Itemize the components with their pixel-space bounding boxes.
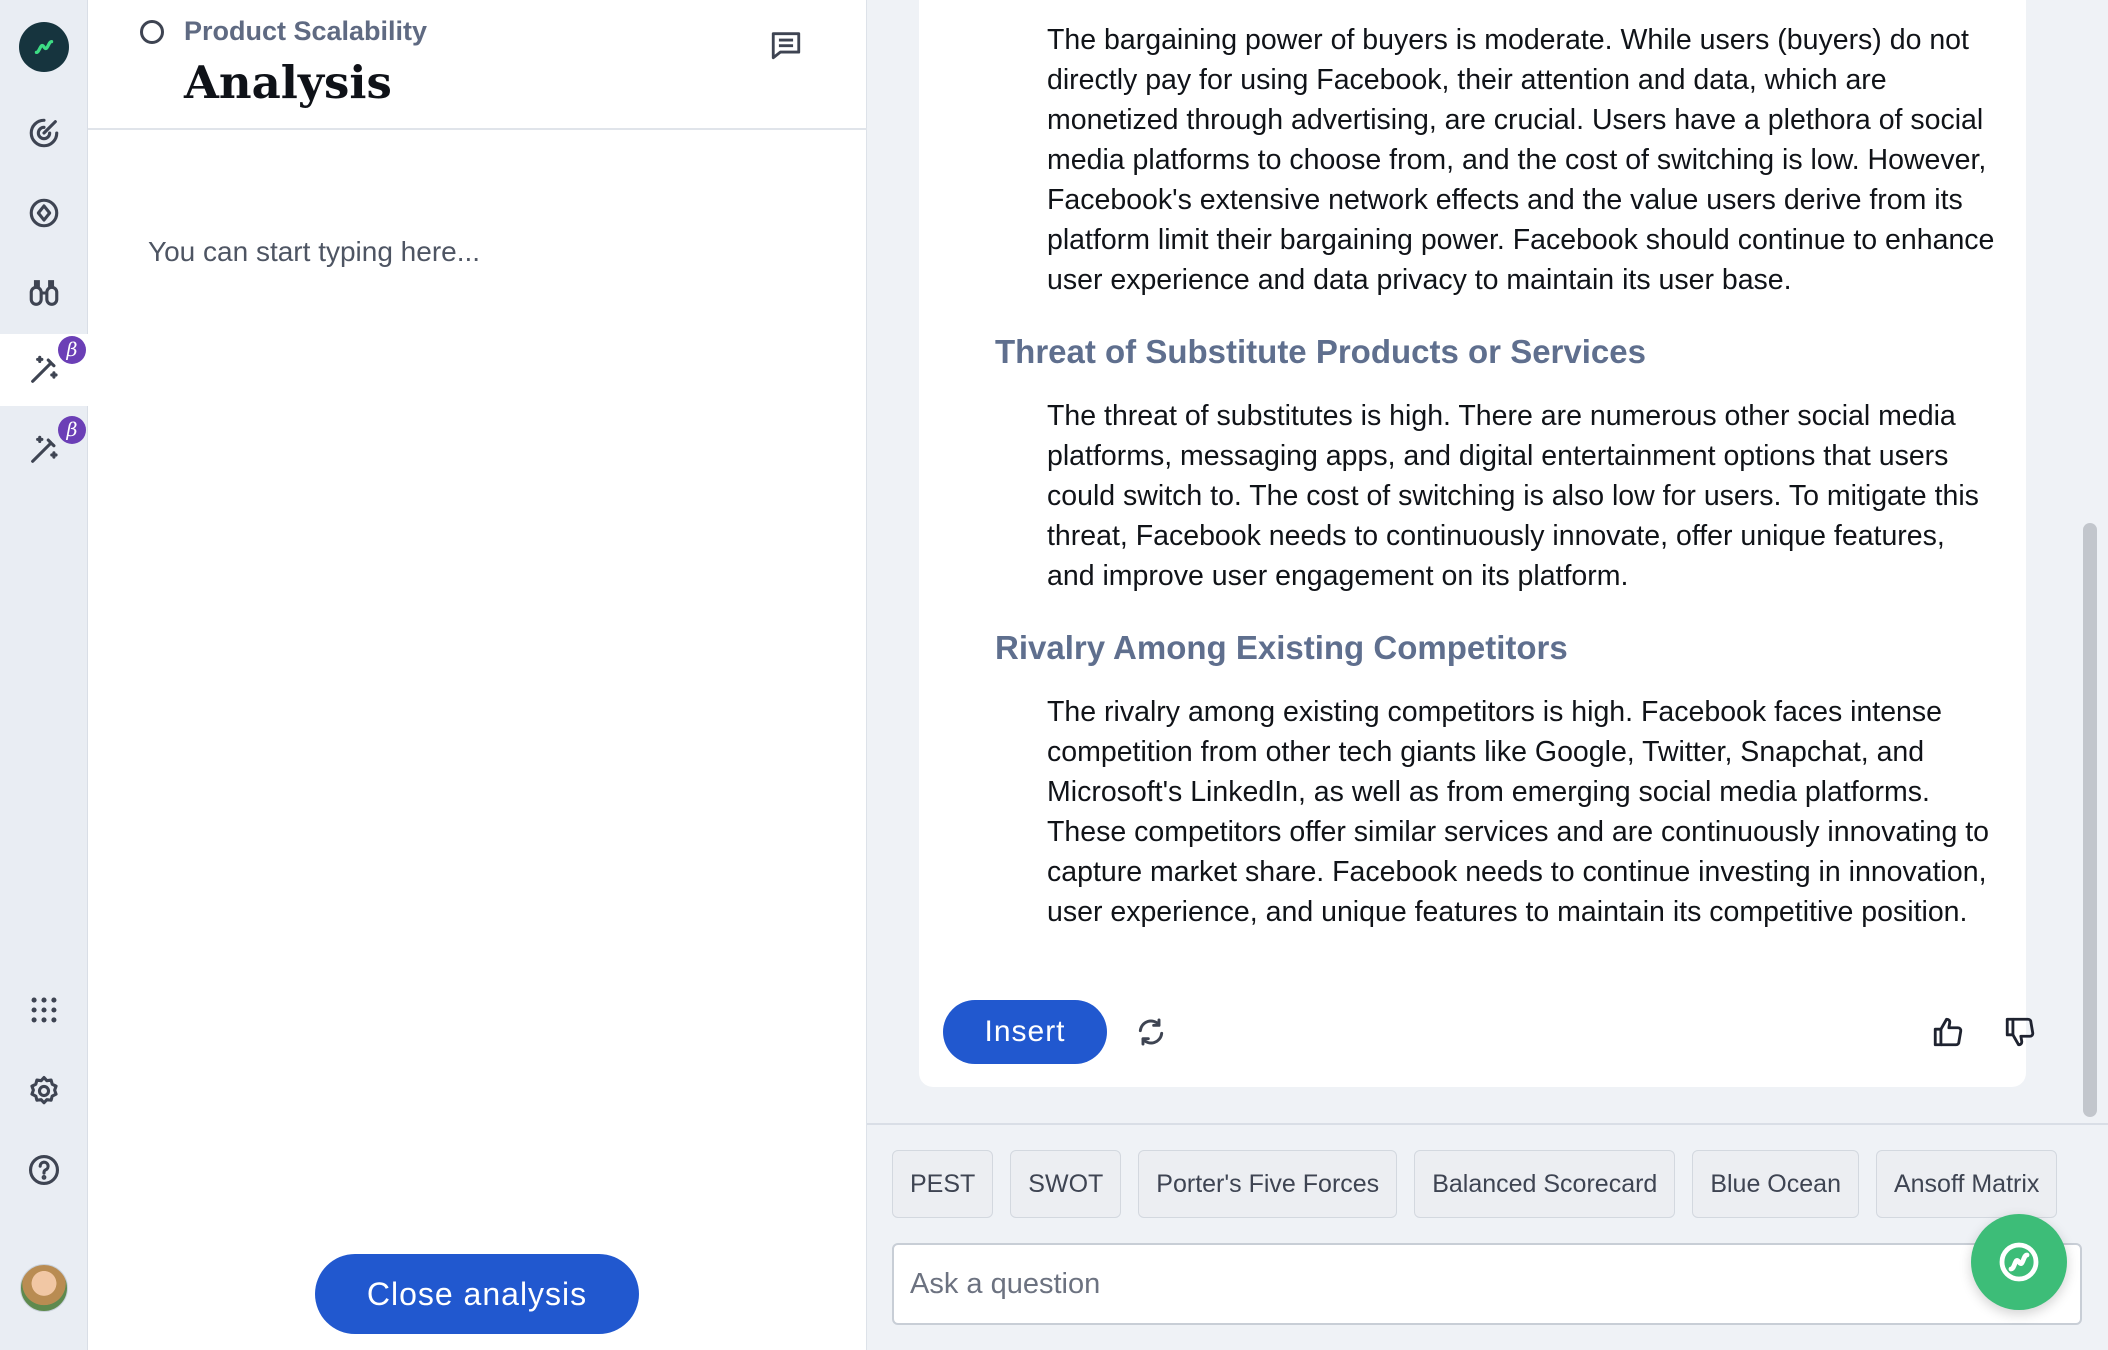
section-body: The threat of substitutes is high. There are numerous other social media platforms, messaging apps, and digital entertainment options that users could switch to. The cost of switching is also low for users. To mitigate this threat, Facebook needs to continuously innovate, offer unique features, and improve user engagement on its platform. <box>1047 400 1979 592</box>
chip-porters-five-forces[interactable]: Porter's Five Forces <box>1138 1150 1397 1218</box>
assistant-logo-icon <box>1995 1238 2043 1286</box>
breadcrumb[interactable]: Product Scalability <box>184 16 428 46</box>
chip-balanced-scorecard[interactable]: Balanced Scorecard <box>1414 1150 1675 1218</box>
section-body: The rivalry among existing competitors is high. Facebook faces intense competition from other tech giants like Google, Twitter, Snapchat, and Microsoft's LinkedIn, as well as from emerging social media platforms. These competitors offer similar services and are continuously innovating to capture market share. Facebook needs to continue investing in innovation, user experience, and unique features to maintain its competitive position. <box>1047 696 1990 928</box>
rail-item-settings[interactable] <box>0 1055 88 1127</box>
divider <box>867 1123 2108 1125</box>
thumbs-up-icon <box>1931 1015 1965 1049</box>
chat-panel <box>867 0 2108 1350</box>
beta-badge: β <box>58 416 86 444</box>
scrollbar[interactable] <box>2083 523 2097 1117</box>
section-heading: Rivalry Among Existing Competitors <box>995 629 1568 666</box>
help-icon <box>27 1153 61 1187</box>
settings-icon <box>27 1074 61 1108</box>
status-circle-icon[interactable] <box>140 20 164 44</box>
thumbs-down-button[interactable] <box>2000 1012 2040 1052</box>
app-logo-button[interactable] <box>0 11 88 83</box>
regenerate-button[interactable] <box>1131 1012 1171 1052</box>
target-icon <box>27 116 61 150</box>
chip-ansoff-matrix[interactable]: Ansoff Matrix <box>1876 1150 2057 1218</box>
response-paragraph: The bargaining power of buyers is moderate. While users (buyers) do not directly pay for using Facebook, their attention and data, which are monetized through advertising, are crucial. Users have a plethora of social media platforms to choose from, and the cost of switching is low. However, Facebook's extensive network effects and the value users derive from its platform limit their bargaining power. Facebook should continue to enhance user experience and data privacy to maintain its user base. <box>1047 24 1995 296</box>
assistant-fab[interactable] <box>1971 1214 2067 1310</box>
beta-badge: β <box>58 336 86 364</box>
refresh-icon <box>1135 1016 1167 1048</box>
app-logo-icon <box>19 22 69 72</box>
rail-item-magic-wand-1[interactable] <box>0 334 88 406</box>
thumbs-down-icon <box>2003 1015 2037 1049</box>
rail-item-apps[interactable] <box>0 974 88 1046</box>
chip-swot[interactable]: SWOT <box>1010 1150 1121 1218</box>
binoculars-icon <box>27 276 61 310</box>
response-card <box>919 0 2026 1087</box>
comment-button[interactable] <box>768 28 804 62</box>
rail-item-target[interactable] <box>0 97 88 169</box>
thumbs-up-button[interactable] <box>1928 1012 1968 1052</box>
editor-panel <box>88 0 867 1350</box>
framework-chips <box>892 1150 2057 1218</box>
compass-icon <box>27 196 61 230</box>
insert-button[interactable]: Insert <box>943 1000 1107 1064</box>
rail-item-compass[interactable] <box>0 177 88 249</box>
comment-icon <box>768 28 804 62</box>
editor-placeholder[interactable]: You can start typing here... <box>148 236 481 267</box>
magic-wand-icon <box>27 433 61 467</box>
icon-rail <box>0 0 88 1350</box>
user-avatar <box>20 1264 68 1312</box>
chip-blue-ocean[interactable]: Blue Ocean <box>1692 1150 1859 1218</box>
chip-pest[interactable]: PEST <box>892 1150 993 1218</box>
close-analysis-button[interactable]: Close analysis <box>315 1254 639 1334</box>
section-heading: Threat of Substitute Products or Services <box>995 333 1646 370</box>
page-title: Analysis <box>184 56 392 109</box>
rail-item-binoculars[interactable] <box>0 257 88 329</box>
editor-header <box>88 0 867 130</box>
rail-item-magic-wand-2[interactable] <box>0 414 88 486</box>
ask-question-input[interactable] <box>892 1243 2082 1325</box>
apps-grid-icon <box>27 993 61 1027</box>
user-avatar-button[interactable] <box>0 1252 88 1324</box>
rail-item-help[interactable] <box>0 1134 88 1206</box>
magic-wand-icon <box>27 353 61 387</box>
